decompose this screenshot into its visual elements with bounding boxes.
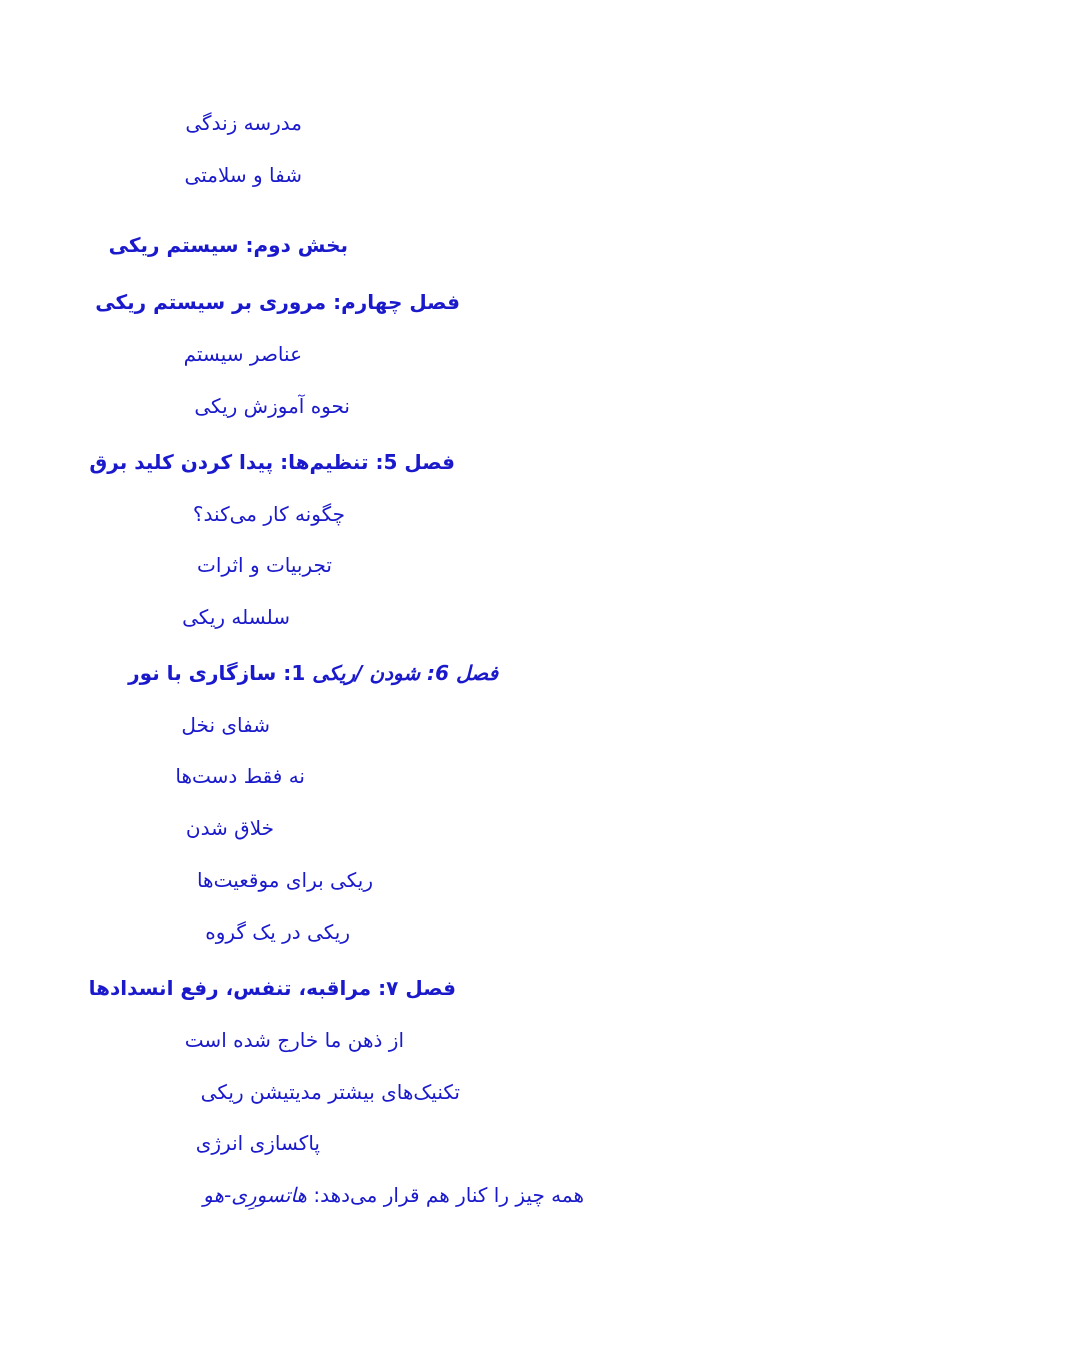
toc-heading[interactable]: فصل چهارم: مروری بر سیستم ریکی (95, 290, 460, 314)
toc-heading[interactable]: بخش دوم: سیستم ریکی (108, 233, 348, 257)
toc-entry[interactable]: تجربیات و اثرات (197, 553, 332, 577)
toc-entry[interactable]: ریکی در یک گروه (205, 920, 350, 944)
toc-entry[interactable] (203, 1185, 584, 1205)
toc-heading[interactable]: فصل 5: تنظیم‌ها: پیدا کردن کلید برق (89, 450, 455, 474)
toc-entry[interactable]: شفا و سلامتی (184, 163, 302, 187)
toc-entry[interactable]: نه فقط دست‌ها (175, 764, 305, 788)
toc-entry[interactable]: از ذهن ما خارج شده است (184, 1028, 404, 1052)
toc-heading[interactable]: فصل ۷: مراقبه، تنفس، رفع انسدادها (88, 976, 456, 1000)
toc-entry[interactable]: چگونه کار می‌کند؟ (192, 502, 345, 526)
toc-entry[interactable]: پاکسازی انرژی (195, 1131, 320, 1155)
toc-heading-plain-part: 1: سازگاری با نور (128, 661, 313, 685)
toc-entry-italic-part: هاتسورِی-هو (203, 1183, 307, 1207)
toc-entry[interactable]: ریکی برای موقعیت‌ها (196, 868, 373, 892)
toc-entry[interactable]: نحوه آموزش ریکی (194, 394, 350, 418)
toc-entry[interactable]: تکنیک‌های بیشتر مدیتیشن ریکی (200, 1080, 460, 1104)
toc-entry[interactable]: مدرسه زندگی (185, 111, 302, 135)
toc-entry[interactable]: سلسله ریکی (182, 605, 290, 629)
toc-entry[interactable]: خلاق شدن (185, 816, 274, 840)
toc-entry[interactable]: عناصر سیستم (183, 342, 302, 366)
toc-entry-plain-part: همه چیز را کنار هم قرار می‌دهد: (306, 1183, 584, 1207)
toc-heading[interactable] (128, 663, 498, 683)
toc-entry[interactable]: شفای نخل (181, 713, 270, 737)
toc-heading-italic-part: فصل 6: شودن /ریکی (312, 661, 498, 685)
